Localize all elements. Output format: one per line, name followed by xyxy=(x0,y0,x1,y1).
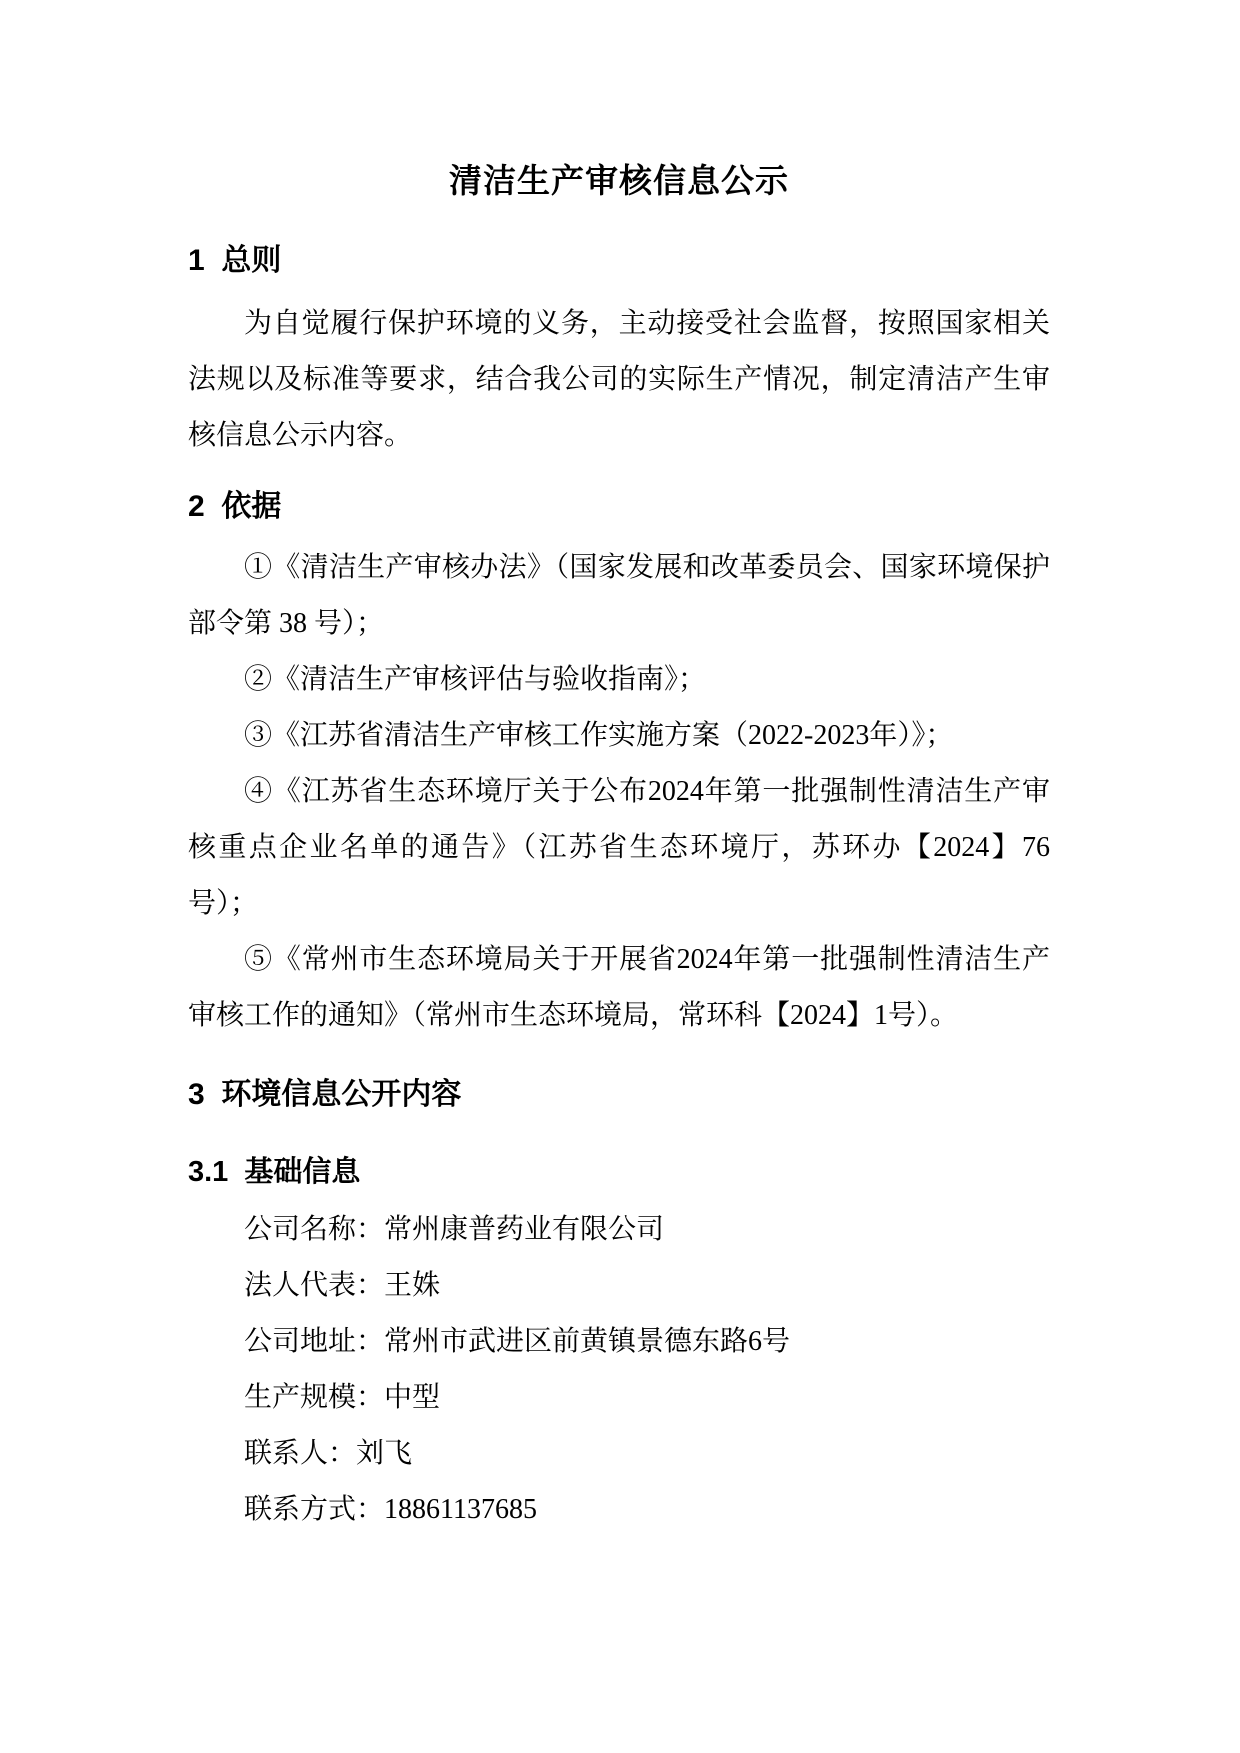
reference-item-3: ③《江苏省清洁生产审核工作实施方案（2022-2023年）》； xyxy=(244,720,954,751)
section-3-heading: 3 环境信息公开内容 xyxy=(188,1078,462,1111)
legal-representative-line: 法人代表：王姝 xyxy=(244,1270,441,1301)
company-name-line: 公司名称：常州康普药业有限公司 xyxy=(244,1214,665,1245)
section-2-heading: 2 依据 xyxy=(188,490,282,523)
section-1-paragraph: 为自觉履行保护环境的义务，主动接受社会监督，按照国家相关法规以及标准等要求，结合我公司的实际生产情况，制定清洁产生审核信息公示内容。 xyxy=(188,308,1050,451)
contact-phone-line: 联系方式：18861137685 xyxy=(244,1494,537,1525)
reference-item-4: ④《江苏省生态环境厅关于公布2024年第一批强制性清洁生产审核重点企业名单的通告》（江苏省生态环境厅，苏环办【2024】76号）； xyxy=(188,776,1050,919)
section-3-1-heading: 3.1 基础信息 xyxy=(188,1156,361,1188)
contact-person-line: 联系人：刘飞 xyxy=(244,1438,413,1469)
company-address-line: 公司地址：常州市武进区前黄镇景德东路6号 xyxy=(244,1326,791,1357)
section-1-heading: 1 总则 xyxy=(188,244,282,277)
reference-item-2: ②《清洁生产审核评估与验收指南》； xyxy=(244,664,707,695)
reference-item-1: ①《清洁生产审核办法》（国家发展和改革委员会、国家环境保护部令第 38 号）； xyxy=(188,552,1050,639)
reference-item-5: ⑤《常州市生态环境局关于开展省2024年第一批强制性清洁生产审核工作的通知》（常州市生态环境局，常环科【2024】1号）。 xyxy=(188,944,1050,1031)
production-scale-line: 生产规模：中型 xyxy=(244,1382,441,1413)
basic-info-block xyxy=(188,1202,1050,1538)
document-title: 清洁生产审核信息公示 xyxy=(449,162,789,199)
